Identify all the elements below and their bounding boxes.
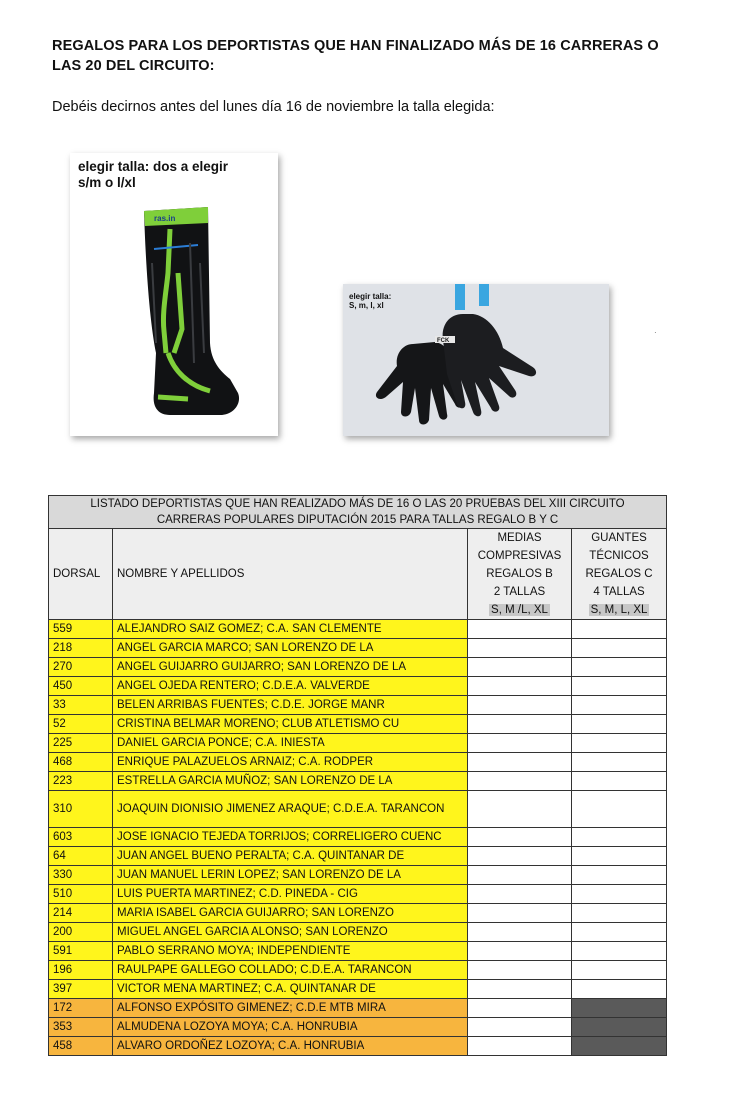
table-row xyxy=(49,999,667,1018)
medias-size-cell[interactable] xyxy=(468,620,572,639)
header-dorsal: DORSAL xyxy=(49,529,113,620)
guantes-size-cell xyxy=(572,1018,667,1037)
guantes-size-cell[interactable] xyxy=(572,828,667,847)
guantes-size-cell[interactable] xyxy=(572,620,667,639)
guantes-size-cell[interactable] xyxy=(572,734,667,753)
dorsal-cell: 397 xyxy=(49,980,113,999)
medias-size-cell[interactable] xyxy=(468,961,572,980)
table-row xyxy=(49,1037,667,1056)
name-cell: CRISTINA BELMAR MORENO; CLUB ATLETISMO CU xyxy=(113,715,468,734)
dorsal-cell: 196 xyxy=(49,961,113,980)
guantes-size-cell[interactable] xyxy=(572,961,667,980)
name-cell: ANGEL GUIJARRO GUIJARRO; SAN LORENZO DE LA xyxy=(113,658,468,677)
dorsal-cell: 223 xyxy=(49,772,113,791)
guantes-size-cell[interactable] xyxy=(572,791,667,828)
header-guantes xyxy=(572,529,667,620)
table-title-row xyxy=(49,496,667,529)
dorsal-cell: 330 xyxy=(49,866,113,885)
deadline-note: Debéis decirnos antes del lunes día 16 de noviembre la talla elegida: xyxy=(52,99,495,115)
dorsal-cell: 64 xyxy=(49,847,113,866)
table-row xyxy=(49,715,667,734)
table-row xyxy=(49,828,667,847)
header-medias-line: MEDIAS xyxy=(497,532,542,544)
medias-size-cell[interactable] xyxy=(468,904,572,923)
sock-caption-line-1: elegir talla: dos a elegir xyxy=(78,159,229,174)
guantes-size-cell[interactable] xyxy=(572,885,667,904)
table-row xyxy=(49,734,667,753)
medias-size-cell[interactable] xyxy=(468,734,572,753)
dorsal-cell: 218 xyxy=(49,639,113,658)
medias-size-cell[interactable] xyxy=(468,753,572,772)
medias-size-cell[interactable] xyxy=(468,980,572,999)
medias-size-cell[interactable] xyxy=(468,715,572,734)
table-row xyxy=(49,639,667,658)
name-cell: RAULPAPE GALLEGO COLLADO; C.D.E.A. TARANCON xyxy=(113,961,468,980)
name-cell: MIGUEL ANGEL GARCIA ALONSO; SAN LORENZO xyxy=(113,923,468,942)
dorsal-cell: 510 xyxy=(49,885,113,904)
name-cell: JOAQUIN DIONISIO JIMENEZ ARAQUE; C.D.E.A. TARANCON xyxy=(113,791,468,828)
page-heading: REGALOS PARA LOS DEPORTISTAS QUE HAN FINALIZADO MÁS DE 16 CARRERAS O LAS 20 DEL CIRCUITO: xyxy=(52,38,659,74)
dorsal-cell: 353 xyxy=(49,1018,113,1037)
name-cell: JOSE IGNACIO TEJEDA TORRIJOS; CORRELIGERO CUENC xyxy=(113,828,468,847)
dorsal-cell: 270 xyxy=(49,658,113,677)
name-cell: DANIEL GARCIA PONCE; C.A. INIESTA xyxy=(113,734,468,753)
glove-photo xyxy=(343,284,609,436)
table-row xyxy=(49,677,667,696)
header-guantes-sizes: S, M, L, XL xyxy=(590,604,648,616)
table-title-line-2: CARRERAS POPULARES DIPUTACIÓN 2015 PARA TALLAS REGALO B Y C xyxy=(156,514,559,526)
name-cell: VICTOR MENA MARTINEZ; C.A. QUINTANAR DE xyxy=(113,980,468,999)
guantes-size-cell[interactable] xyxy=(572,866,667,885)
table-row xyxy=(49,961,667,980)
header-guantes-line: 4 TALLAS xyxy=(593,586,645,598)
athletes-table xyxy=(48,495,667,1056)
name-cell: ALEJANDRO SAIZ GOMEZ; C.A. SAN CLEMENTE xyxy=(113,620,468,639)
guantes-size-cell xyxy=(572,1037,667,1056)
guantes-size-cell[interactable] xyxy=(572,923,667,942)
guantes-size-cell[interactable] xyxy=(572,639,667,658)
medias-size-cell[interactable] xyxy=(468,847,572,866)
guantes-size-cell[interactable] xyxy=(572,696,667,715)
table-row xyxy=(49,791,667,828)
dorsal-cell: 559 xyxy=(49,620,113,639)
medias-size-cell[interactable] xyxy=(468,999,572,1018)
name-cell: ANGEL OJEDA RENTERO; C.D.E.A. VALVERDE xyxy=(113,677,468,696)
guantes-size-cell[interactable] xyxy=(572,942,667,961)
header-medias-line: 2 TALLAS xyxy=(493,586,546,598)
table-row xyxy=(49,696,667,715)
dorsal-cell: 468 xyxy=(49,753,113,772)
dorsal-cell: 52 xyxy=(49,715,113,734)
name-cell: JUAN ANGEL BUENO PERALTA; C.A. QUINTANAR DE xyxy=(113,847,468,866)
medias-size-cell[interactable] xyxy=(468,828,572,847)
header-medias xyxy=(468,529,572,620)
table-row xyxy=(49,753,667,772)
medias-size-cell[interactable] xyxy=(468,923,572,942)
dorsal-cell: 450 xyxy=(49,677,113,696)
sock-size-caption xyxy=(78,159,228,191)
header-guantes-line: GUANTES xyxy=(591,532,647,544)
medias-size-cell[interactable] xyxy=(468,942,572,961)
sock-brand-label: ras.in xyxy=(154,214,176,223)
table-title xyxy=(49,496,667,529)
medias-size-cell[interactable] xyxy=(468,1037,572,1056)
table-row xyxy=(49,620,667,639)
dorsal-cell: 200 xyxy=(49,923,113,942)
name-cell: ALMUDENA LOZOYA MOYA; C.A. HONRUBIA xyxy=(113,1018,468,1037)
sock-photo xyxy=(70,153,278,436)
table-header-row xyxy=(49,529,667,620)
name-cell: LUIS PUERTA MARTINEZ; C.D. PINEDA - CIG xyxy=(113,885,468,904)
medias-size-cell[interactable] xyxy=(468,696,572,715)
guantes-size-cell[interactable] xyxy=(572,715,667,734)
dorsal-cell: 33 xyxy=(49,696,113,715)
dorsal-cell: 458 xyxy=(49,1037,113,1056)
header-medias-line: COMPRESIVAS xyxy=(477,550,562,562)
guantes-size-cell[interactable] xyxy=(572,753,667,772)
glove-brand-label: FCK xyxy=(437,338,450,344)
dorsal-cell: 603 xyxy=(49,828,113,847)
table-row xyxy=(49,772,667,791)
medias-size-cell[interactable] xyxy=(468,772,572,791)
header-name: NOMBRE Y APELLIDOS xyxy=(113,529,468,620)
guantes-size-cell[interactable] xyxy=(572,677,667,696)
medias-size-cell[interactable] xyxy=(468,866,572,885)
guantes-size-cell[interactable] xyxy=(572,980,667,999)
name-cell: MARIA ISABEL GARCIA GUIJARRO; SAN LORENZO xyxy=(113,904,468,923)
sock-caption-line-2: s/m o l/xl xyxy=(78,175,136,190)
table-title-line-1: LISTADO DEPORTISTAS QUE HAN REALIZADO MÁS DE 16 O LAS 20 PRUEBAS DEL XIII CIRCUITO xyxy=(90,498,625,510)
name-cell: ANGEL GARCIA MARCO; SAN LORENZO DE LA xyxy=(113,639,468,658)
table-row xyxy=(49,904,667,923)
glove-caption-line-2: S, m, l, xl xyxy=(349,301,384,310)
dorsal-cell: 225 xyxy=(49,734,113,753)
name-cell: ALFONSO EXPÓSITO GIMENEZ; C.D.E MTB MIRA xyxy=(113,999,468,1018)
table-row xyxy=(49,980,667,999)
table-row xyxy=(49,658,667,677)
table-row xyxy=(49,923,667,942)
dorsal-cell: 214 xyxy=(49,904,113,923)
medias-size-cell[interactable] xyxy=(468,1018,572,1037)
stray-dot: · xyxy=(654,328,657,337)
medias-size-cell[interactable] xyxy=(468,885,572,904)
name-cell: JUAN MANUEL LERIN LOPEZ; SAN LORENZO DE LA xyxy=(113,866,468,885)
guantes-size-cell[interactable] xyxy=(572,772,667,791)
medias-size-cell[interactable] xyxy=(468,677,572,696)
dorsal-cell: 172 xyxy=(49,999,113,1018)
medias-size-cell[interactable] xyxy=(468,639,572,658)
glove-size-caption xyxy=(349,292,391,310)
guantes-size-cell[interactable] xyxy=(572,904,667,923)
guantes-size-cell[interactable] xyxy=(572,658,667,677)
name-cell: ESTRELLA GARCIA MUÑOZ; SAN LORENZO DE LA xyxy=(113,772,468,791)
glove-caption-line-1: elegir talla: xyxy=(349,292,392,301)
name-cell: ALVARO ORDOÑEZ LOZOYA; C.A. HONRUBIA xyxy=(113,1037,468,1056)
header-guantes-line: TÉCNICOS xyxy=(589,550,649,562)
table-row xyxy=(49,942,667,961)
table-row xyxy=(49,1018,667,1037)
name-cell: ENRIQUE PALAZUELOS ARNAIZ; C.A. RODPER xyxy=(113,753,468,772)
table-row xyxy=(49,866,667,885)
table-row xyxy=(49,847,667,866)
medias-size-cell[interactable] xyxy=(468,791,572,828)
header-medias-line: REGALOS B xyxy=(486,568,553,580)
compression-sock-image xyxy=(70,153,278,436)
guantes-size-cell[interactable] xyxy=(572,847,667,866)
name-cell: BELEN ARRIBAS FUENTES; C.D.E. JORGE MANR xyxy=(113,696,468,715)
table-row xyxy=(49,885,667,904)
medias-size-cell[interactable] xyxy=(468,658,572,677)
header-medias-sizes: S, M /L, XL xyxy=(491,604,548,616)
guantes-size-cell xyxy=(572,999,667,1018)
dorsal-cell: 310 xyxy=(49,791,113,828)
name-cell: PABLO SERRANO MOYA; INDEPENDIENTE xyxy=(113,942,468,961)
dorsal-cell: 591 xyxy=(49,942,113,961)
header-guantes-line: REGALOS C xyxy=(585,568,653,580)
